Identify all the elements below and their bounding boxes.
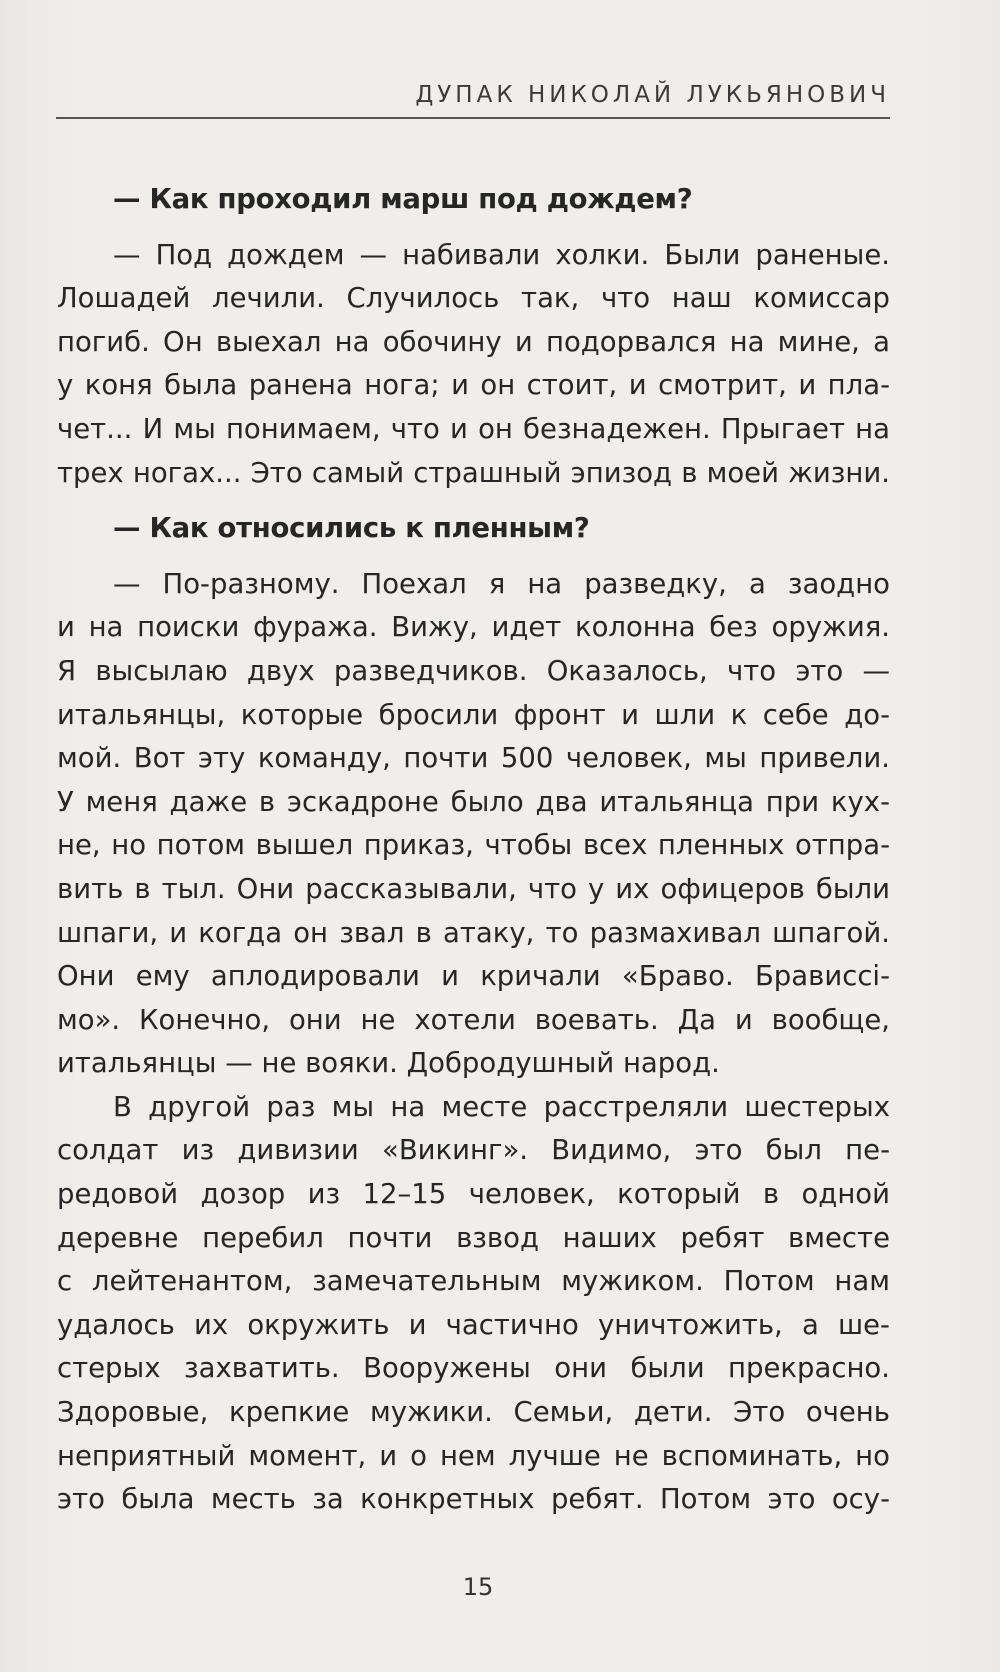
text-line: чет... И мы понимаем, что и он безнадежен. Прыгает на [57,412,890,445]
page-text [57,178,890,1522]
text-line: неприятный момент, и о нем лучше не вспоминать, но [57,1439,890,1472]
text-line: удалось их окружить и частично уничтожить, а ше- [57,1308,890,1341]
text-line: вить в тыл. Они рассказывали, что у их офицеров были [57,872,890,905]
text-line: не, но потом вышел приказ, чтобы всех пленных отпра- [57,829,890,862]
text-line: и на поиски фуража. Вижу, идет колонна без оружия. [57,611,890,644]
text-line: шпаги, и когда он звал в атаку, то размахивал шпагой. [57,916,890,949]
text-line: — По-разному. Поехал я на разведку, а заодно [113,567,890,600]
text-line: В другой раз мы на месте расстреляли шестерых [113,1090,890,1123]
spacer [57,222,890,234]
text-line: Здоровые, крепкие мужики. Семьи, дети. Это очень [57,1396,890,1429]
page-number: 15 [462,1573,494,1601]
spacer [57,495,890,507]
text-line: мой. Вот эту команду, почти 500 человек, мы привели. [57,742,890,775]
text-line: с лейтенантом, замечательным мужиком. Потом нам [57,1265,890,1298]
text-line: итальянцы, которые бросили фронт и шли к себе до- [57,698,890,731]
text-line: — Под дождем — набивали холки. Были раненые. [113,238,890,271]
text-line: трех ногах... Это самый страшный эпизод в моей жизни. [57,456,890,489]
text-line: У меня даже в эскадроне было два итальянца при кух- [57,785,890,818]
text-line: это была месть за конкретных ребят. Потом это осу- [57,1483,890,1516]
text-line: редовой дозор из 12–15 человек, который в одной [57,1178,890,1211]
header-rule [56,117,890,119]
text-line: деревне перебил почти взвод наших ребят вместе [57,1221,890,1254]
text-line: мо». Конечно, они не хотели воевать. Да и вообще, [57,1003,890,1036]
running-header: ДУПАК НИКОЛАЙ ЛУКЬЯНОВИЧ [415,82,890,108]
text-line: Они ему аплодировали и кричали «Браво. Брависсі- [57,960,890,993]
text-line: у коня была ранена нога; и он стоит, и смотрит, и пла- [57,369,890,402]
page-number-footer [0,1573,1000,1601]
spacer [57,551,890,563]
text-line: солдат из дивизии «Викинг». Видимо, это был пе- [57,1134,890,1167]
question-1: — Как проходил марш под дождем? [113,183,693,215]
text-line: Я высылаю двух разведчиков. Оказалось, что это — [57,654,890,687]
text-line: стерых захватить. Вооружены они были прекрасно. [57,1352,890,1385]
text-line: погиб. Он выехал на обочину и подорвался на мине, а [57,325,890,358]
text-line: итальянцы — не вояки. Добродушный народ. [57,1047,720,1080]
text-line: Лошадей лечили. Случилось так, что наш комиссар [57,282,890,315]
question-2: — Как относились к пленным? [113,512,590,545]
